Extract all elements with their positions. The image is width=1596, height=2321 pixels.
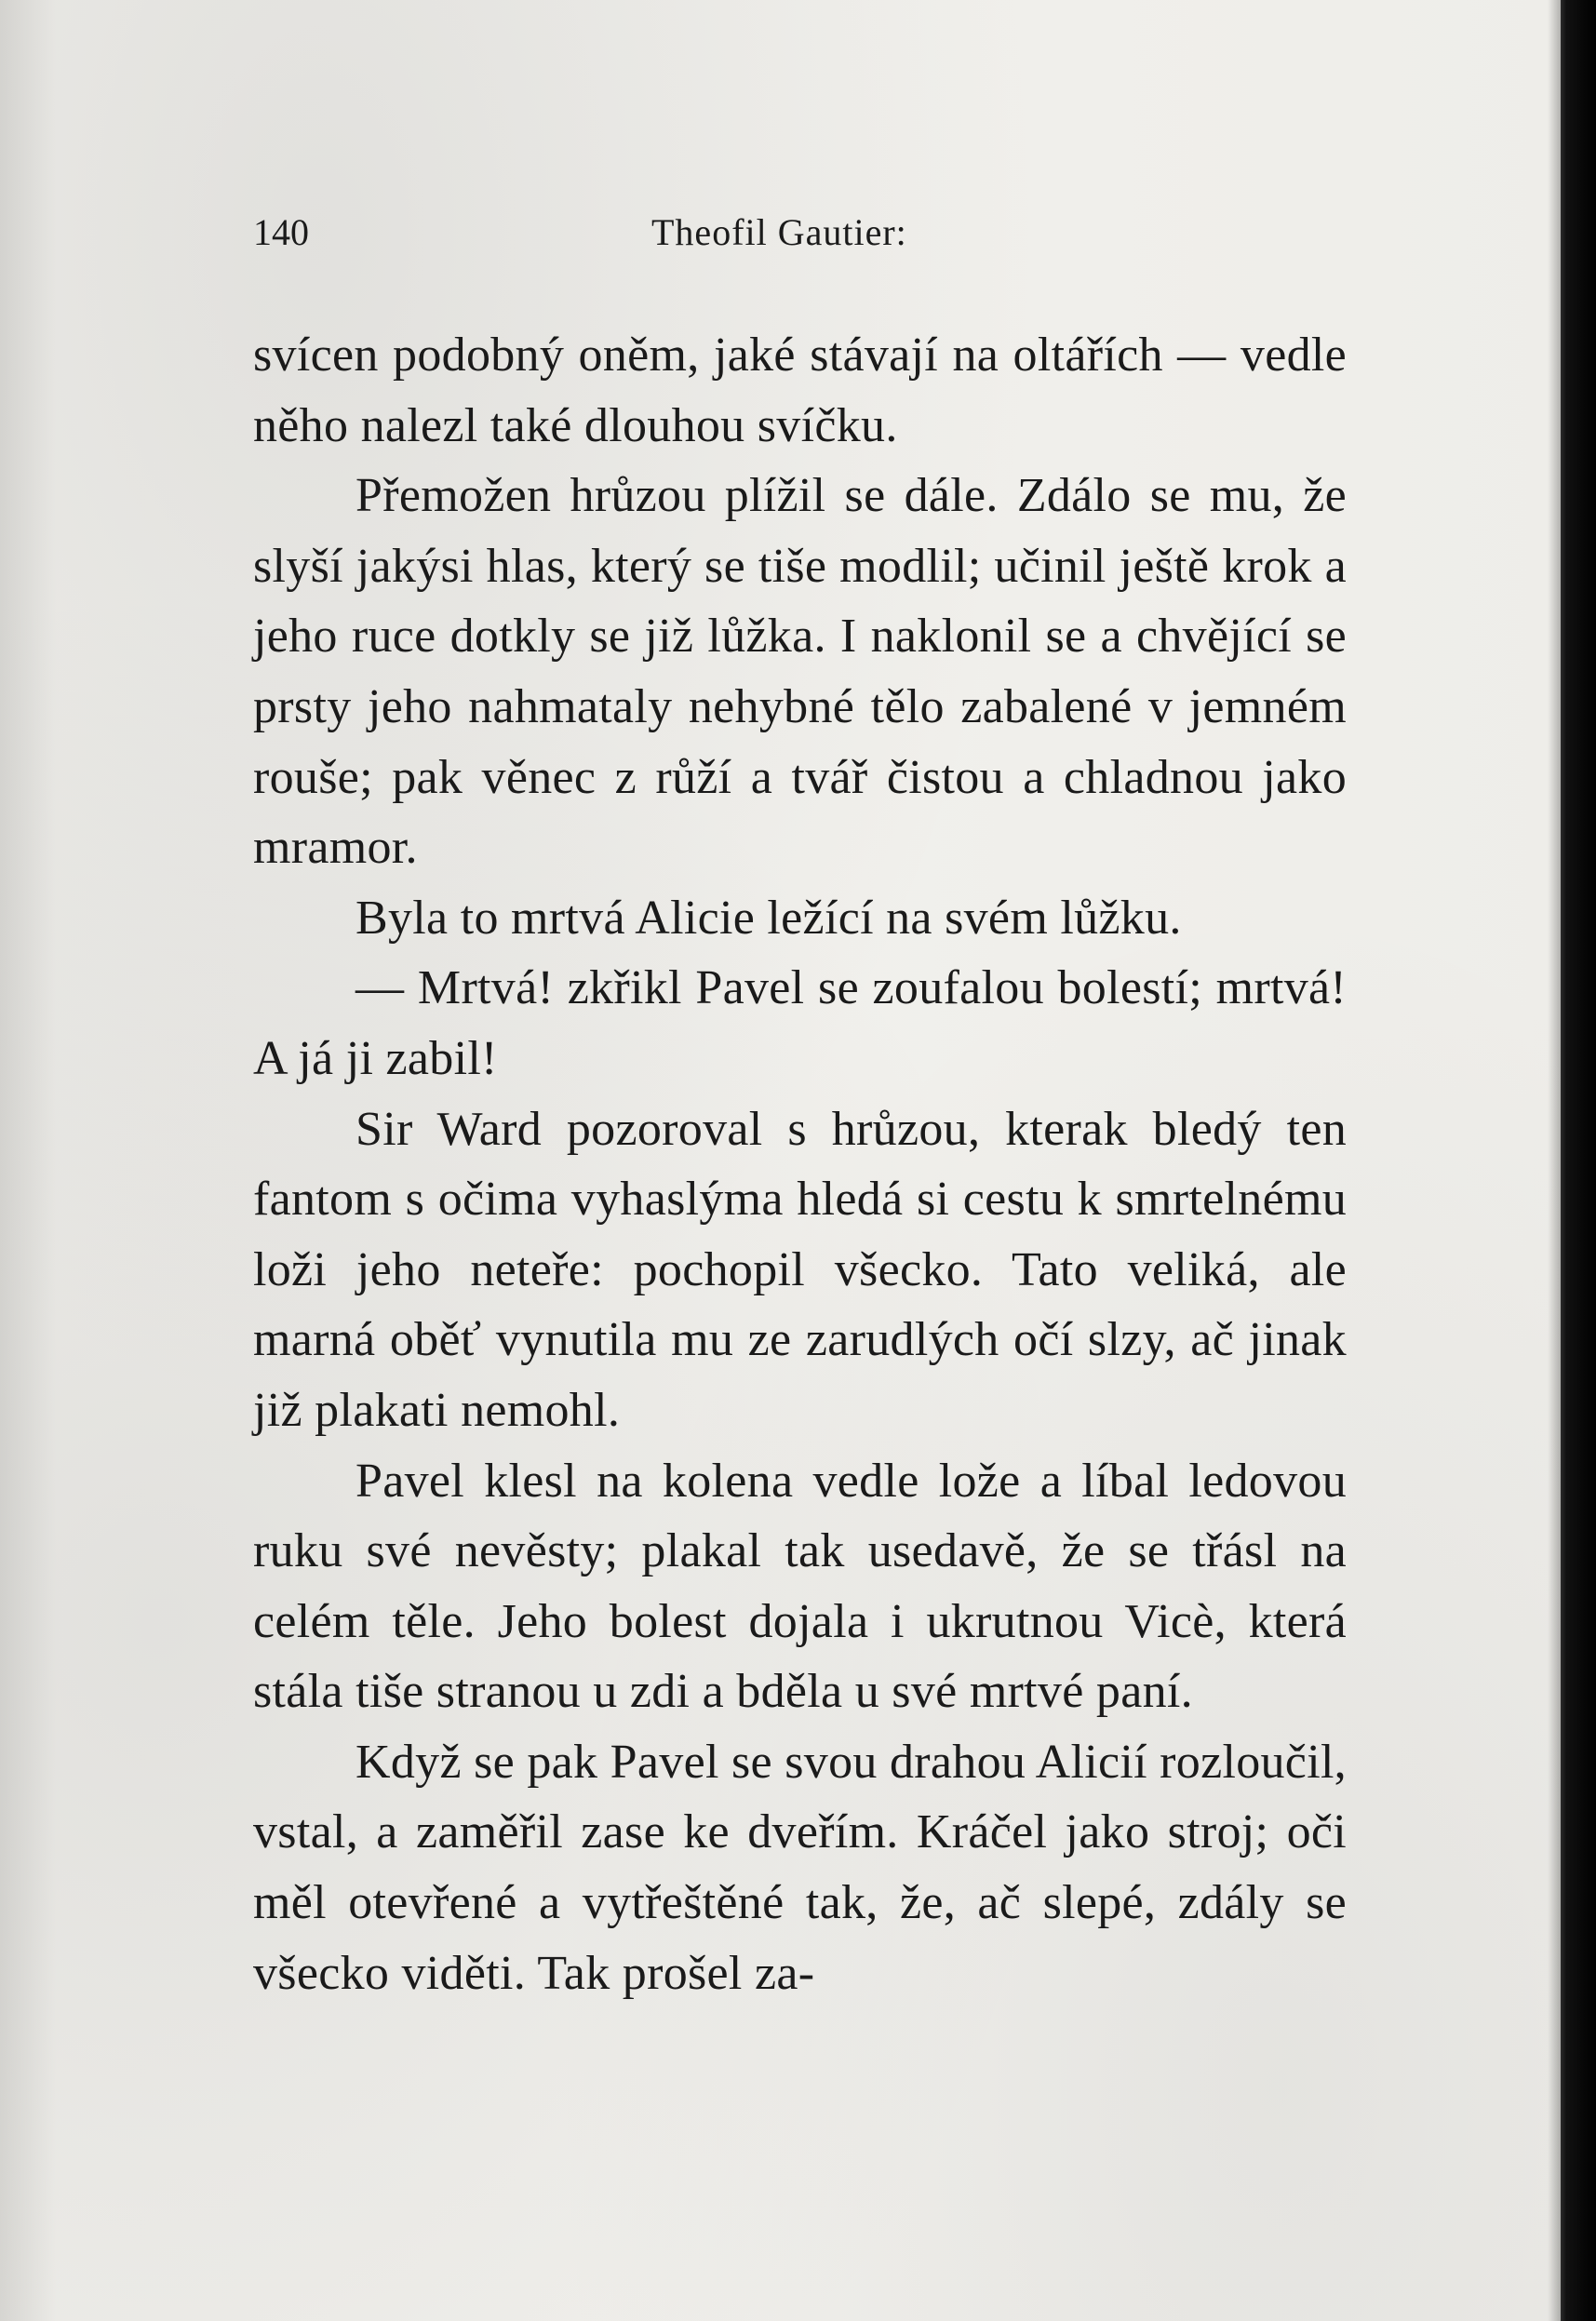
page-header (253, 205, 1351, 261)
paragraph: svícen podobný oněm, jaké stávají na oltářích — vedle něho nalezl také dlouhou svíčku. (253, 329, 1347, 452)
page-edge-shadow (1548, 0, 1561, 2321)
paragraph: Pavel klesl na kolena vedle lože a líbal ledovou ruku své nevěsty; plakal tak usedavě, že se třásl na celém těle. Jeho bolest dojala i ukrutnou Vicè, která stála tiše stranou u zdi a bděla u své mrtvé paní. (253, 1454, 1347, 1719)
scan-border (1561, 0, 1596, 2321)
body-text (253, 320, 1347, 2008)
paragraph: Přemožen hrůzou plížil se dále. Zdálo se mu, že slyší jakýsi hlas, který se tiše modlil; učinil ještě krok a jeho ruce dotkly se již lůžka. I naklonil se a chvějící se prsty jeho nahmataly nehybné tělo zabalené v jemném rouše; pak věnec z růží a tvář čistou a chladnou jako mramor. (253, 469, 1347, 875)
paragraph: Když se pak Pavel se svou drahou Alicií rozloučil, vstal, a zaměřil zase ke dveřím. Kráčel jako stroj; oči měl otevřené a vytřeštěné tak, že, ač slepé, zdály se všecko viděti. Tak prošel za- (253, 1735, 1347, 2000)
paragraph: — Mrtvá! zkřikl Pavel se zoufalou bolestí; mrtvá! A já ji zabil! (253, 961, 1347, 1085)
running-head: Theofil Gautier: (651, 211, 907, 253)
paragraph: Byla to mrtvá Alicie ležící na svém lůžku. (355, 891, 1182, 945)
paragraph: Sir Ward pozoroval s hrůzou, kterak bledý ten fantom s očima vyhaslýma hledá si cestu k smrtelnému loži jeho neteře: pochopil všecko. Tato veliká, ale marná oběť vynutila mu ze zarudlých očí slzy, ač jinak již plakati nemohl. (253, 1102, 1347, 1437)
page-number: 140 (253, 211, 309, 253)
